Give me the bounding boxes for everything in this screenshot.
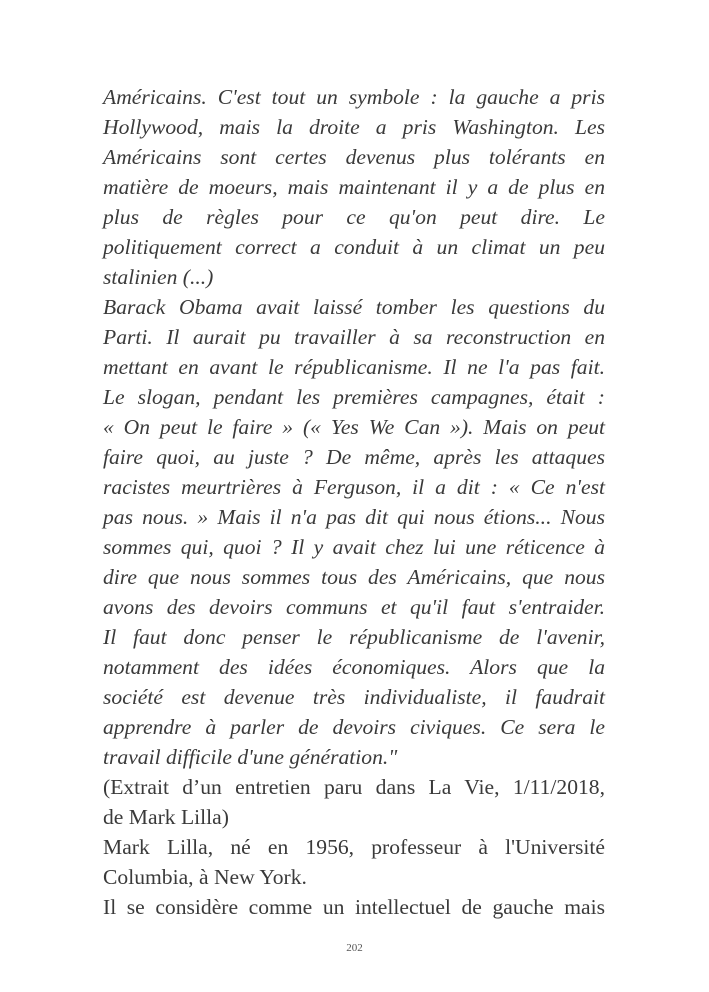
page-number: 202	[346, 942, 363, 954]
page-body	[103, 82, 605, 922]
quote-paragraph-2	[103, 292, 605, 772]
text-line: dire que nous sommes tous des Américains, que nous	[103, 565, 605, 589]
text-line: Américains. C'est tout un symbole : la gauche a pris	[103, 85, 605, 109]
text-line: Hollywood, mais la droite a pris Washington. Les	[103, 115, 605, 139]
text-line: sommes qui, quoi ? Il y avait chez lui une réticence à	[103, 535, 605, 559]
text-line: plus de règles pour ce qu'on peut dire. Le	[103, 205, 605, 229]
text-line: Il se considère comme un intellectuel de gauche mais	[103, 895, 605, 919]
text-line: apprendre à parler de devoirs civiques. Ce sera le	[103, 715, 605, 739]
text-line: (Extrait d’un entretien paru dans La Vie, 1/11/2018,	[103, 775, 605, 799]
text-line: « On peut le faire » (« Yes We Can »). Mais on peut	[103, 415, 605, 439]
continuation-paragraph	[103, 892, 605, 922]
text-line: racistes meurtrières à Ferguson, il a dit : « Ce n'est	[103, 475, 605, 499]
text-line: Parti. Il aurait pu travailler à sa reconstruction en	[103, 325, 605, 349]
text-line: mettant en avant le républicanisme. Il ne l'a pas fait.	[103, 355, 605, 379]
text-line: Le slogan, pendant les premières campagnes, était :	[103, 385, 605, 409]
text-line: Columbia, à New York.	[103, 865, 307, 889]
text-line: matière de moeurs, mais maintenant il y a de plus en	[103, 175, 605, 199]
text-line: Américains sont certes devenus plus tolérants en	[103, 145, 605, 169]
text-line: avons des devoirs communs et qu'il faut s'entraider.	[103, 595, 605, 619]
text-line: Mark Lilla, né en 1956, professeur à l'Université	[103, 835, 605, 859]
text-line: faire quoi, au juste ? De même, après les attaques	[103, 445, 605, 469]
text-line: pas nous. » Mais il n'a pas dit qui nous étions... Nous	[103, 505, 605, 529]
text-line: de Mark Lilla)	[103, 805, 229, 829]
source-citation	[103, 772, 605, 832]
text-line: stalinien (...)	[103, 265, 214, 289]
text-line: Il faut donc penser le républicanisme de l'avenir,	[103, 625, 605, 649]
text-line: politiquement correct a conduit à un climat un peu	[103, 235, 605, 259]
author-bio	[103, 832, 605, 892]
text-line: travail difficile d'une génération."	[103, 745, 398, 769]
text-line: Barack Obama avait laissé tomber les questions du	[103, 295, 605, 319]
text-line: notamment des idées économiques. Alors que la	[103, 655, 605, 679]
text-line: société est devenue très individualiste, il faudrait	[103, 685, 605, 709]
quote-paragraph-1	[103, 82, 605, 292]
